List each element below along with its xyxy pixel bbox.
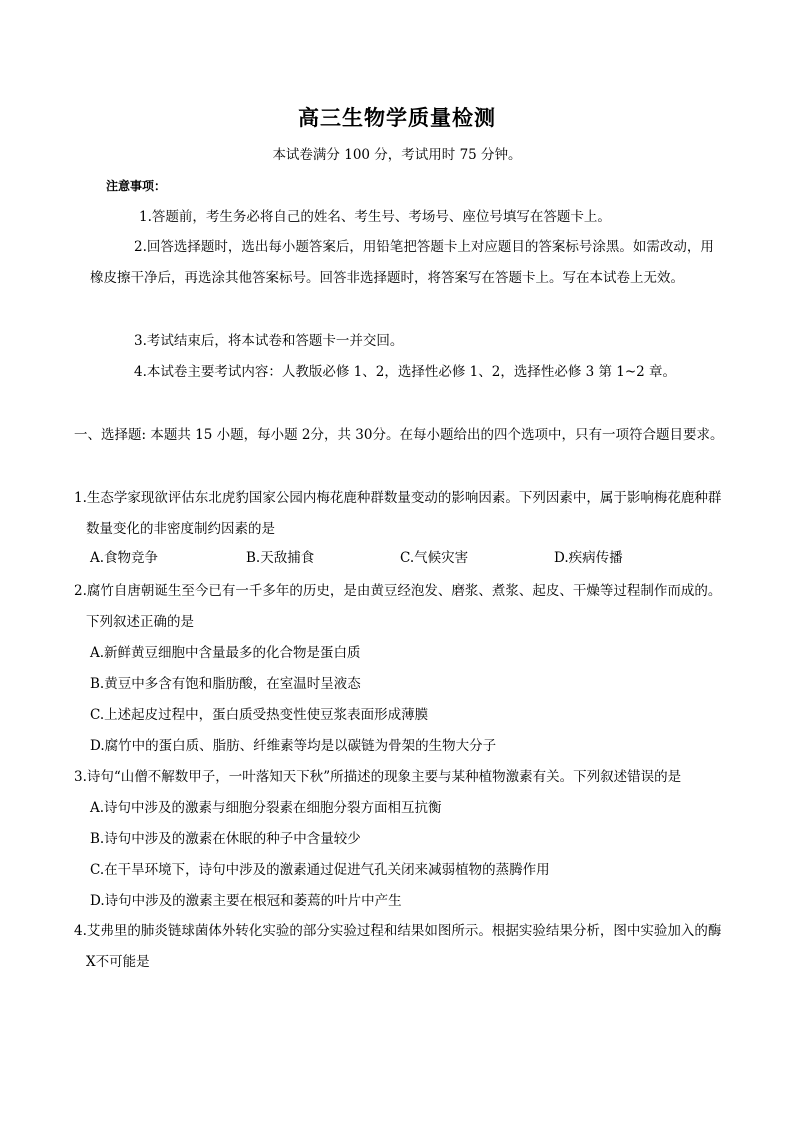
question-2-option-b: B.黄豆中多含有饱和脂肪酸，在室温时呈液态 — [90, 676, 361, 692]
question-3-option-d: D.诗句中涉及的激素主要在根冠和萎蔫的叶片中产生 — [90, 893, 402, 909]
notice-item-3: 3.考试结束后，将本试卷和答题卡一并交回。 — [134, 333, 404, 349]
question-1-option-d: D.疾病传播 — [554, 550, 623, 566]
question-1-option-a: A.食物竞争 — [90, 550, 159, 566]
question-3-stem: 3.诗句“山僧不解数甲子，一叶落知天下秋”所描述的现象主要与某种植物激素有关。下列叙述错误的是 — [74, 769, 682, 785]
question-2-option-a: A.新鲜黄豆细胞中含量最多的化合物是蛋白质 — [90, 645, 361, 661]
question-3-option-c: C.在干旱环境下，诗句中涉及的激素通过促进气孔关闭来减弱植物的蒸腾作用 — [90, 862, 550, 878]
question-3-option-b: B.诗句中涉及的激素在休眠的种子中含量较少 — [90, 831, 361, 847]
question-3-option-a: A.诗句中涉及的激素与细胞分裂素在细胞分裂方面相互抗衡 — [90, 800, 442, 816]
question-2-option-c: C.上述起皮过程中，蛋白质受热变性使豆浆表面形成薄膜 — [90, 707, 429, 723]
question-1-option-c: C.气候灾害 — [400, 550, 469, 566]
question-2-stem: 2.腐竹自唐朝诞生至今已有一千多年的历史，是由黄豆经泡发、磨浆、煮浆、起皮、干燥等过程制作而成的。下列叙述正确的是 — [74, 583, 722, 630]
question-1-stem: 1.生态学家现欲评估东北虎豹国家公园内梅花鹿种群数量变动的影响因素。下列因素中，属于影响梅花鹿种群数量变化的非密度制约因素的是 — [74, 490, 722, 537]
notice-item-4: 4.本试卷主要考试内容：人教版必修 1、2，选择性必修 1、2，选择性必修 3 第 1~2 章。 — [134, 364, 677, 380]
exam-subtitle: 本试卷满分 100 分，考试用时 75 分钟。 — [272, 147, 522, 163]
page-title: 高三生物学质量检测 — [298, 106, 496, 130]
section-heading: 一、选择题: 本题共 15 小题，每小题 2分，共 30分。在每小题给出的四个选项中，只有一项符合题目要求。 — [74, 427, 724, 443]
notice-item-2: 2.回答选择题时，选出每小题答案后，用铅笔把答题卡上对应题目的答案标号涂黑。如需改动，用橡皮擦干净后，再选涂其他答案标号。回答非选择题时，将答案写在答题卡上。写在本试卷上无效。 — [90, 239, 714, 286]
question-1-option-b: B.天敌捕食 — [246, 550, 315, 566]
notice-heading: 注意事项： — [106, 179, 167, 193]
notice-item-1: 1.答题前，考生务必将自己的姓名、考生号、考场号、座位号填写在答题卡上。 — [139, 209, 611, 225]
question-2-option-d: D.腐竹中的蛋白质、脂肪、纤维素等均是以碳链为骨架的生物大分子 — [90, 738, 497, 754]
question-1-options — [90, 548, 710, 570]
question-4-stem: 4.艾弗里的肺炎链球菌体外转化实验的部分实验过程和结果如图所示。根据实验结果分析，图中实验加入的酶 X不可能是 — [74, 923, 722, 970]
